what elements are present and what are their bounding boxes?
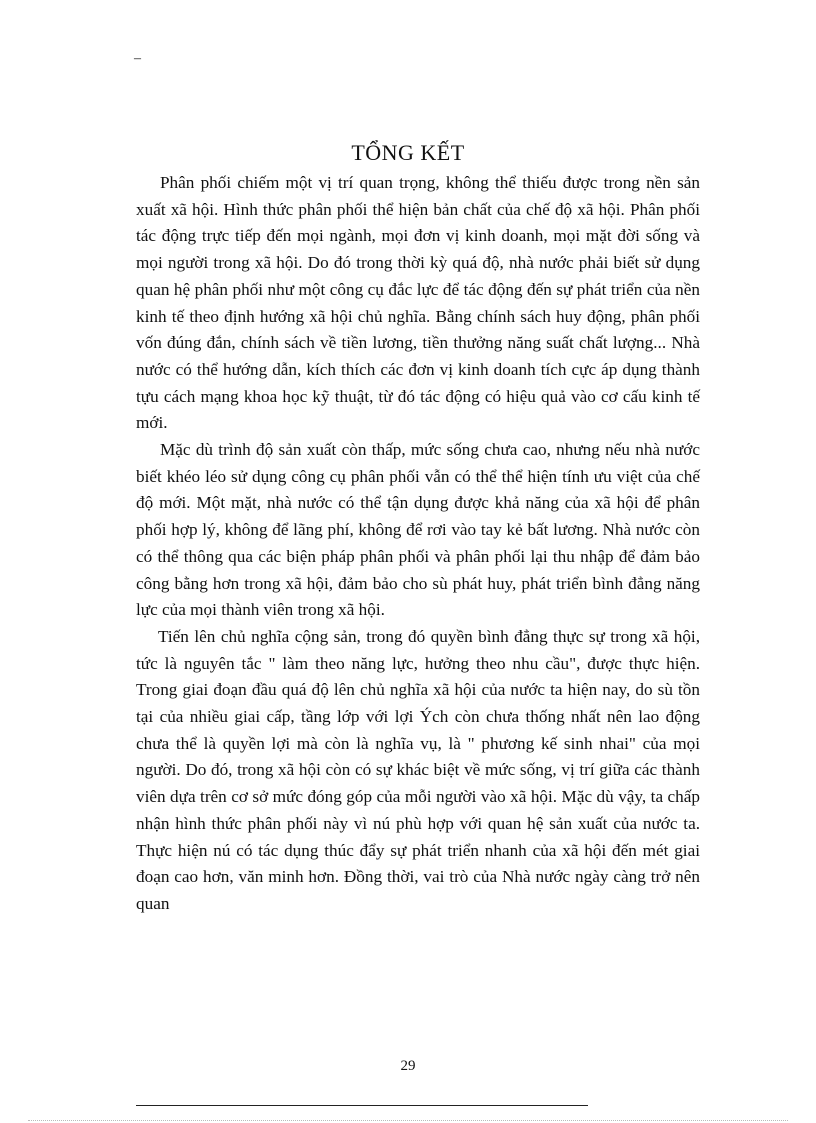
body-text — [136, 170, 700, 918]
paragraph-3: Tiến lên chủ nghĩa cộng sản, trong đó quyền bình đẳng thực sự trong xã hội, tức là nguyên tắc " làm theo năng lực, hưởng theo nhu cầu", được thực hiện. Trong giai đoạn đầu quá độ lên chủ nghĩa xã hội của nước ta hiện nay, do sù tồn tại của nhiều giai cấp, tầng lớp với lợi Ých còn chưa thống nhất nên lao động chưa thể là quyền lợi mà còn là nghĩa vụ, là " phương kế sinh nhai" của mọi người. Do đó, trong xã hội còn có sự khác biệt về mức sống, vị trí giữa các thành viên dựa trên cơ sở mức đóng góp của mỗi người vào xã hội. Mặc dù vậy, ta chấp nhận hình thức phân phối này vì nú phù hợp với quan hệ sản xuất của nước ta. Thực hiện nú có tác dụng thúc đẩy sự phát triển nhanh của xã hội đến mét giai đoạn cao hơn, văn minh hơn. Đồng thời, vai trò của Nhà nước ngày càng trở nên quan — [136, 626, 700, 913]
footer-dotted-line — [28, 1120, 788, 1121]
paragraph-1: Phân phối chiếm một vị trí quan trọng, không thể thiếu được trong nền sản xuất xã hội. Hình thức phân phối thể hiện bản chất của chế độ xã hội. Phân phối tác động trực tiếp đến mọi ngành, mọi đơn vị kinh doanh, mọi mặt đời sống và mọi người trong xã hội. Do đó trong thời kỳ quá độ, nhà nước phải biết sử dụng quan hệ phân phối như một công cụ đắc lực để tác động đến sự phát triển của nền kinh tế theo định hướng xã hội chủ nghĩa. Bằng chính sách huy động, phân phối vốn đúng đắn, chính sách về tiền lương, tiền thưởng năng suất chất lượng... Nhà nước có thể hướng dẫn, kích thích các đơn vị kinh doanh tích cực áp dụng thành tựu cách mạng khoa học kỹ thuật, từ đó tác động có hiệu quả vào cơ cấu kinh tế mới. — [136, 173, 700, 433]
page-title: TỔNG KẾT — [351, 140, 465, 165]
page-number: 29 — [400, 1058, 416, 1074]
footer-rule — [136, 1105, 588, 1106]
header-mark: – — [134, 51, 141, 66]
paragraph-2: Mặc dù trình độ sản xuất còn thấp, mức sống chưa cao, nhưng nếu nhà nước biết khéo léo sử dụng công cụ phân phối vẫn có thể thể hiện tính ưu việt của chế độ mới. Một mặt, nhà nước có thể tận dụng được khả năng của xã hội để phân phối hợp lý, không để lãng phí, không để rơi vào tay kẻ bất lương. Nhà nước còn có thể thông qua các biện pháp phân phối và phân phối lại thu nhập để đảm bảo công bằng hơn trong xã hội, đảm bảo cho sù phát huy, phát triển bình đẳng năng lực của mọi thành viên trong xã hội. — [136, 440, 700, 620]
